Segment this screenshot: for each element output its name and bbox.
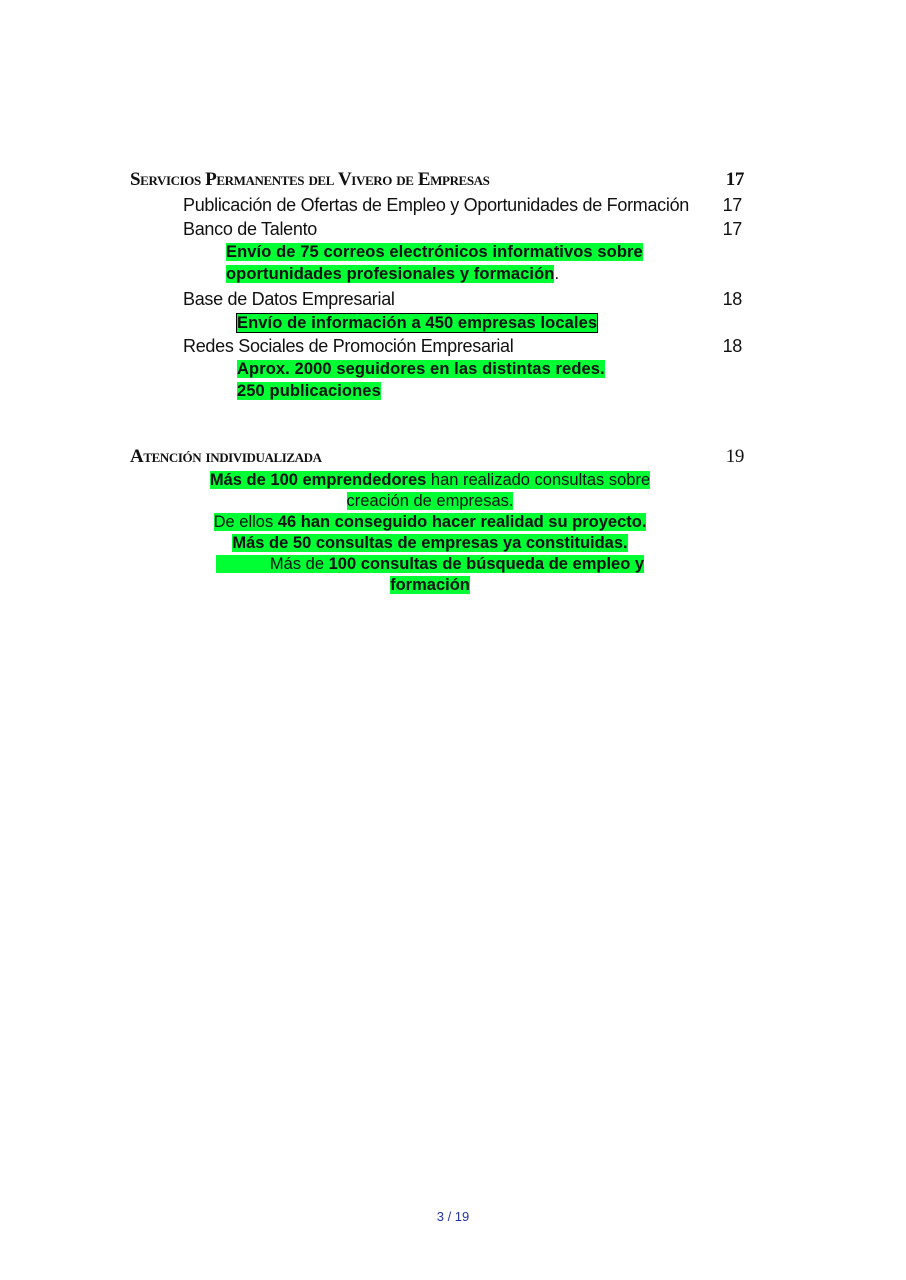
heading-page-number: 19	[725, 446, 744, 467]
entry-label: Base de Datos Empresarial	[183, 289, 395, 309]
atencion-summary	[150, 470, 710, 596]
toc-heading-atencion[interactable]	[130, 446, 744, 468]
summary-text: han realizado consultas sobre	[426, 471, 651, 489]
toc-entry-base-datos[interactable]	[183, 288, 742, 310]
page-indicator: 3 / 19	[436, 1209, 470, 1224]
heading-title: Servicios Permanentes del Vivero de Empresas	[130, 169, 490, 190]
note-line: oportunidades profesionales y formación	[226, 265, 555, 283]
heading-page-number: 17	[725, 169, 744, 190]
summary-bold: formación	[390, 576, 470, 594]
entry-label: Banco de Talento	[183, 219, 317, 239]
toc-heading-servicios[interactable]	[130, 169, 744, 191]
entry-page-number: 18	[722, 289, 742, 309]
note-line: Envío de información a 450 empresas locales	[237, 314, 598, 332]
summary-bold: 46 han conseguido hacer realidad su proyecto.	[277, 513, 647, 531]
entry-page-number: 17	[722, 219, 742, 239]
entry-label: Publicación de Ofertas de Empleo y Oportunidades de Formación	[183, 195, 689, 215]
summary-bold: 100 consultas de búsqueda de empleo y	[328, 555, 645, 573]
note-base-datos	[237, 312, 597, 334]
summary-text: Más de	[269, 555, 329, 573]
note-line: Aprox. 2000 seguidores en las distintas redes.	[237, 360, 605, 378]
summary-bold: Más de 100 emprendedores	[209, 471, 427, 489]
summary-text: De ellos	[213, 513, 278, 531]
summary-bold: Más de 50 consultas de empresas ya constituidas.	[232, 534, 628, 552]
entry-label: Redes Sociales de Promoción Empresarial	[183, 336, 514, 356]
heading-title: Atención individualizada	[130, 446, 322, 467]
summary-text: creación de empresas.	[346, 492, 514, 510]
toc-entry-ofertas-empleo[interactable]	[183, 194, 742, 216]
toc-entry-redes-sociales[interactable]	[183, 335, 742, 357]
entry-page-number: 17	[722, 195, 742, 215]
toc-entry-banco-talento[interactable]	[183, 218, 742, 240]
note-redes-sociales	[237, 358, 605, 402]
note-tail: .	[554, 265, 560, 283]
note-banco-talento	[226, 241, 643, 285]
entry-page-number: 18	[722, 336, 742, 356]
note-line: Envío de 75 correos electrónicos informativos sobre	[226, 243, 643, 261]
note-line: 250 publicaciones	[237, 382, 381, 400]
